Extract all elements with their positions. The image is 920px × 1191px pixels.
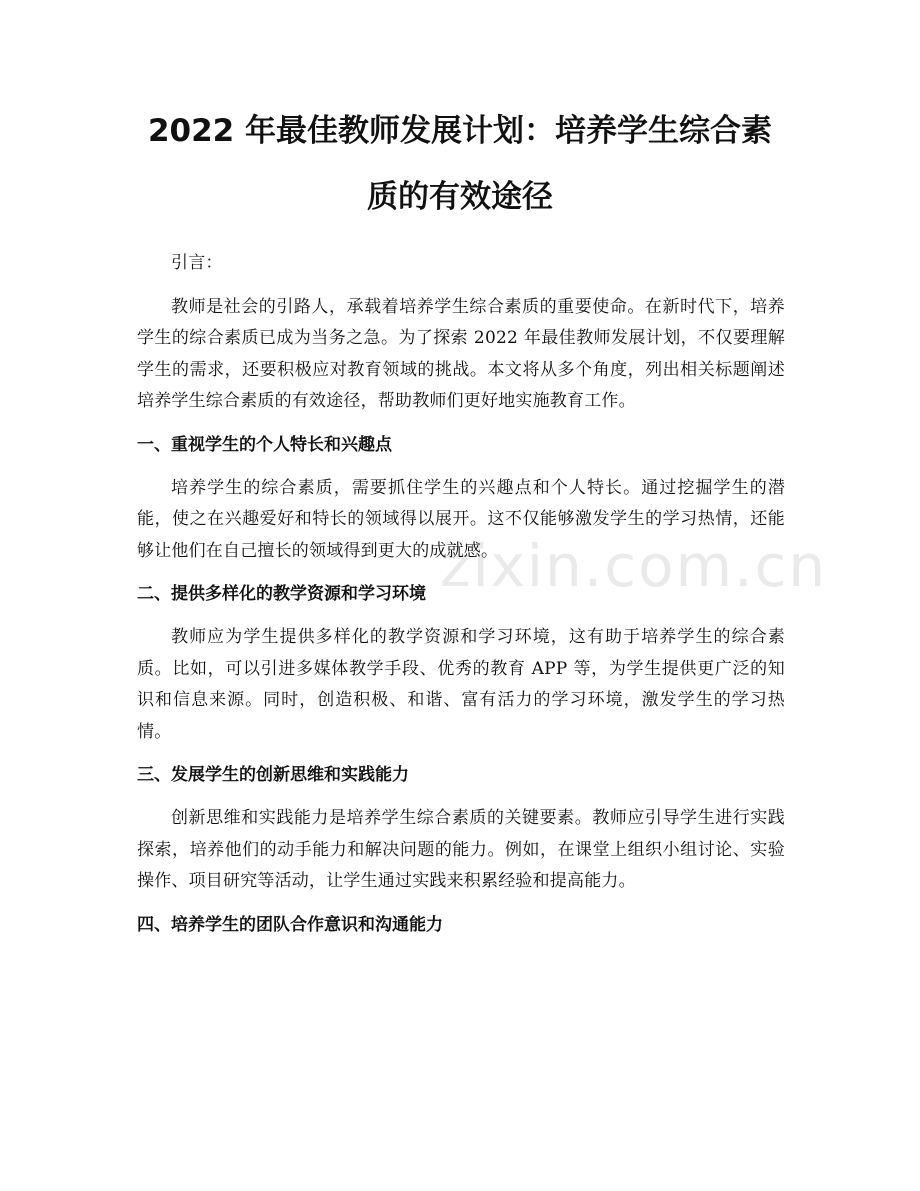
document-body <box>137 248 785 941</box>
section-body-3: 创新思维和实践能力是培养学生综合素质的关键要素。教师应引导学生进行实践探索，培养他们的动手能力和解决问题的能力。例如，在课堂上组织小组讨论、实验操作、项目研究等活动，让学生通过实践来积累经验和提高能力。 <box>137 808 785 891</box>
section-heading-2: 二、提供多样化的教学资源和学习环境 <box>137 584 426 604</box>
section-heading-4: 四、培养学生的团队合作意识和沟通能力 <box>137 914 443 935</box>
document-title <box>100 98 820 230</box>
section-body-2: 教师应为学生提供多样化的教学资源和学习环境，这有助于培养学生的综合素质。比如，可以引进多媒体教学手段、优秀的教育 APP 等，为学生提供更广泛的知识和信息来源。同时，创造积极、和谐、富有活力的学习环境，激发学生的学习热情。 <box>137 627 785 742</box>
intro-paragraph: 教师是社会的引路人，承载着培养学生综合素质的重要使命。在新时代下，培养学生的综合素质已成为当务之急。为了探索 2022 年最佳教师发展计划，不仅要理解学生的需求，还要积极应对教育领域的挑战。本文将从多个角度，列出相关标题阐述培养学生综合素质的有效途径，帮助教师们更好地实施教育工作。 <box>137 296 785 411</box>
intro-label: 引言： <box>171 253 223 273</box>
watermark-text: zixin.com.cn <box>440 532 828 600</box>
section-body-1: 培养学生的综合素质，需要抓住学生的兴趣点和个人特长。通过挖掘学生的潜能，使之在兴趣爱好和特长的领域得以展开。这不仅能够激发学生的学习热情，还能够让他们在自己擅长的领域得到更大的成就感。 <box>137 477 785 561</box>
title-line-2: 质的有效途径 <box>367 179 553 215</box>
section-heading-3: 三、发展学生的创新思维和实践能力 <box>137 765 409 785</box>
title-line-1: 2022 年最佳教师发展计划：培养学生综合素 <box>147 113 773 149</box>
section-heading-1: 一、重视学生的个人特长和兴趣点 <box>137 434 392 455</box>
